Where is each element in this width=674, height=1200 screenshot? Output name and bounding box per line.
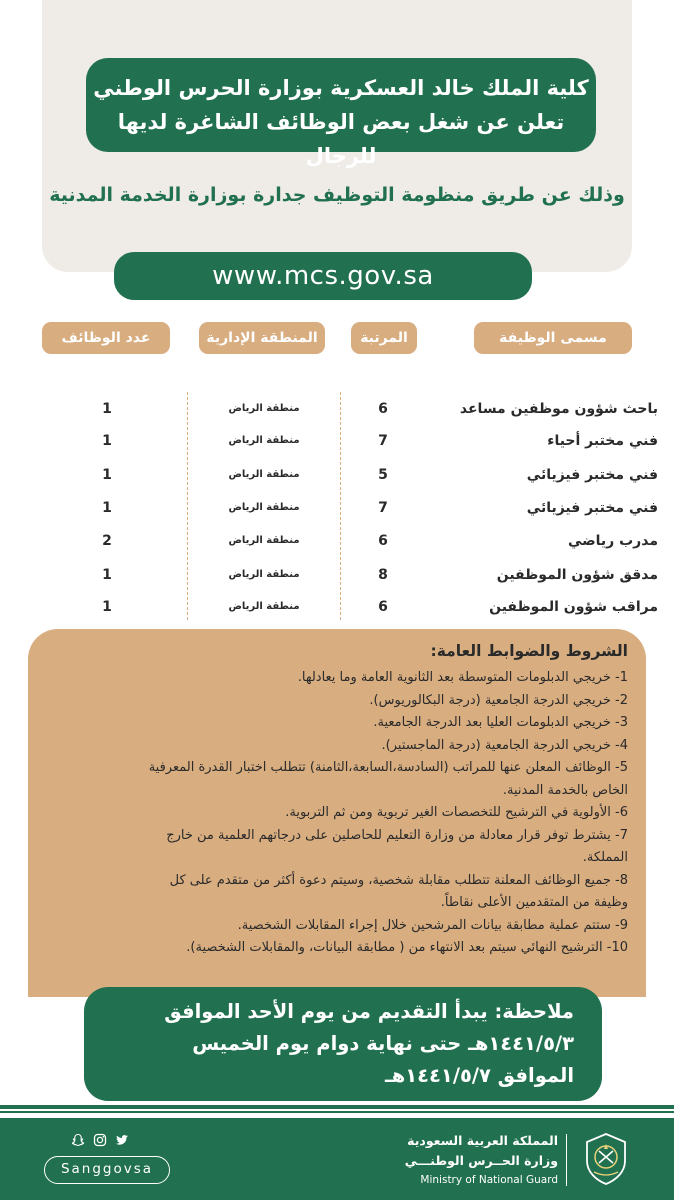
job-rank: 6 [378,599,388,615]
job-count: 1 [102,467,112,483]
footer-stripe [0,1111,674,1113]
website-url[interactable]: www.mcs.gov.sa [114,252,532,300]
job-count: 1 [102,401,112,417]
note-line-1: ملاحظة: يبدأ التقديم من يوم الأحد الموافق [164,1000,574,1023]
job-count: 1 [102,599,112,615]
table-row [0,493,674,523]
ministry-name-ar: وزارة الحــرس الوطنـــي [404,1153,558,1168]
job-count: 1 [102,500,112,516]
job-title: فني مختبر فيزيائي [526,500,658,516]
kingdom-label: المملكة العربية السعودية [407,1133,558,1148]
job-title: مدرب رياضي [567,533,658,549]
terms-line: 5- الوظائف المعلن عنها للمراتب (السادسة،السابعة،الثامنة) تتطلب اختبار القدرة المعرفية [148,760,628,775]
instagram-icon[interactable] [92,1133,108,1151]
job-region: منطقة الرياض [228,569,300,580]
footer-divider [566,1134,567,1186]
job-title: فني مختبر أحياء [547,433,658,449]
column-header-count: عدد الوظائف [42,322,170,354]
terms-line: 3- خريجي الدبلومات العليا بعد الدرجة الجامعية. [373,715,628,730]
job-region: منطقة الرياض [228,435,300,446]
twitter-icon[interactable] [114,1133,130,1151]
job-count: 2 [102,533,112,549]
job-rank: 7 [378,433,388,449]
job-rank: 5 [378,467,388,483]
job-rank: 6 [378,533,388,549]
job-title: مدقق شؤون الموظفين [496,567,658,583]
title-line-1: كلية الملك خالد العسكرية بوزارة الحرس الوطني [93,76,589,100]
terms-line: 6- الأولوية في الترشيح للتخصصات الغير تربوية ومن ثم التربوية. [285,805,628,820]
job-region: منطقة الرياض [228,535,300,546]
application-date-note [84,987,602,1101]
terms-line: المملكة. [582,850,628,865]
terms-line: 8- جميع الوظائف المعلنة تتطلب مقابلة شخصية، وسيتم دعوة أكثر من متقدم على كل [169,872,628,888]
subtitle: وذلك عن طريق منظومة التوظيف جدارة بوزارة الخدمة المدنية [49,184,625,206]
job-title: مراقب شؤون الموظفين [489,599,658,615]
title-banner [86,58,596,168]
terms-line: 9- ستتم عملية مطابقة بيانات المرشحين خلال إجراء المقابلات الشخصية. [237,917,628,933]
table-row [0,460,674,490]
column-header-rank: المرتبة [351,322,417,354]
job-title: فني مختبر فيزيائي [526,467,658,483]
terms-line: 4- خريجي الدرجة الجامعية (درجة الماجستير). [381,737,628,753]
job-region: منطقة الرياض [228,601,300,612]
footer-stripe [0,1105,674,1109]
job-count: 1 [102,567,112,583]
job-rank: 8 [378,567,388,583]
table-row [0,394,674,424]
terms-line: الخاص بالخدمة المدنية. [502,782,628,798]
national-guard-emblem-icon [580,1131,632,1187]
terms-line: 1- خريجي الدبلومات المتوسطة بعد الثانوية العامة وما يعادلها. [297,670,628,685]
job-title: باحث شؤون موظفين مساعد [459,401,658,417]
ministry-name-en: Ministry of National Guard [420,1174,558,1186]
terms-line: وظيفة من المتقدمين الأعلى نقاطاً. [440,895,628,910]
terms-list [46,667,628,960]
terms-heading: الشروط والضوابط العامة: [430,642,628,660]
job-region: منطقة الرياض [228,403,300,414]
note-line-3: الموافق ١٤٤١/٥/٧هـ [385,1064,574,1087]
column-header-title: مسمى الوظيفة [474,322,632,354]
note-line-2: ١٤٤١/٥/٣هـ حتى نهاية دوام يوم الخميس [192,1032,574,1055]
job-rank: 7 [378,500,388,516]
job-rank: 6 [378,401,388,417]
snapchat-icon[interactable] [70,1133,86,1151]
terms-panel [28,629,646,997]
column-header-region: المنطقة الإدارية [199,322,325,354]
social-handle[interactable]: Sanggovsa [44,1156,170,1184]
terms-line: 2- خريجي الدرجة الجامعية (درجة البكالوريوس). [369,692,628,708]
table-row [0,526,674,556]
terms-line: 7- يشترط توفر قرار معادلة من وزارة التعليم للحاصلين على درجاتهم العلمية من خارج [166,827,628,843]
job-region: منطقة الرياض [228,502,300,513]
column-divider [340,392,341,620]
job-region: منطقة الرياض [228,469,300,480]
table-row [0,426,674,456]
job-count: 1 [102,433,112,449]
column-divider [187,392,188,620]
title-line-2: تعلن عن شغل بعض الوظائف الشاغرة لديها للرجال [117,110,565,168]
terms-line: 10- الترشيح النهائي سيتم بعد الانتهاء من ( مطابقة البيانات، والمقابلات الشخصية). [186,940,628,955]
table-row [0,560,674,590]
table-row [0,592,674,622]
